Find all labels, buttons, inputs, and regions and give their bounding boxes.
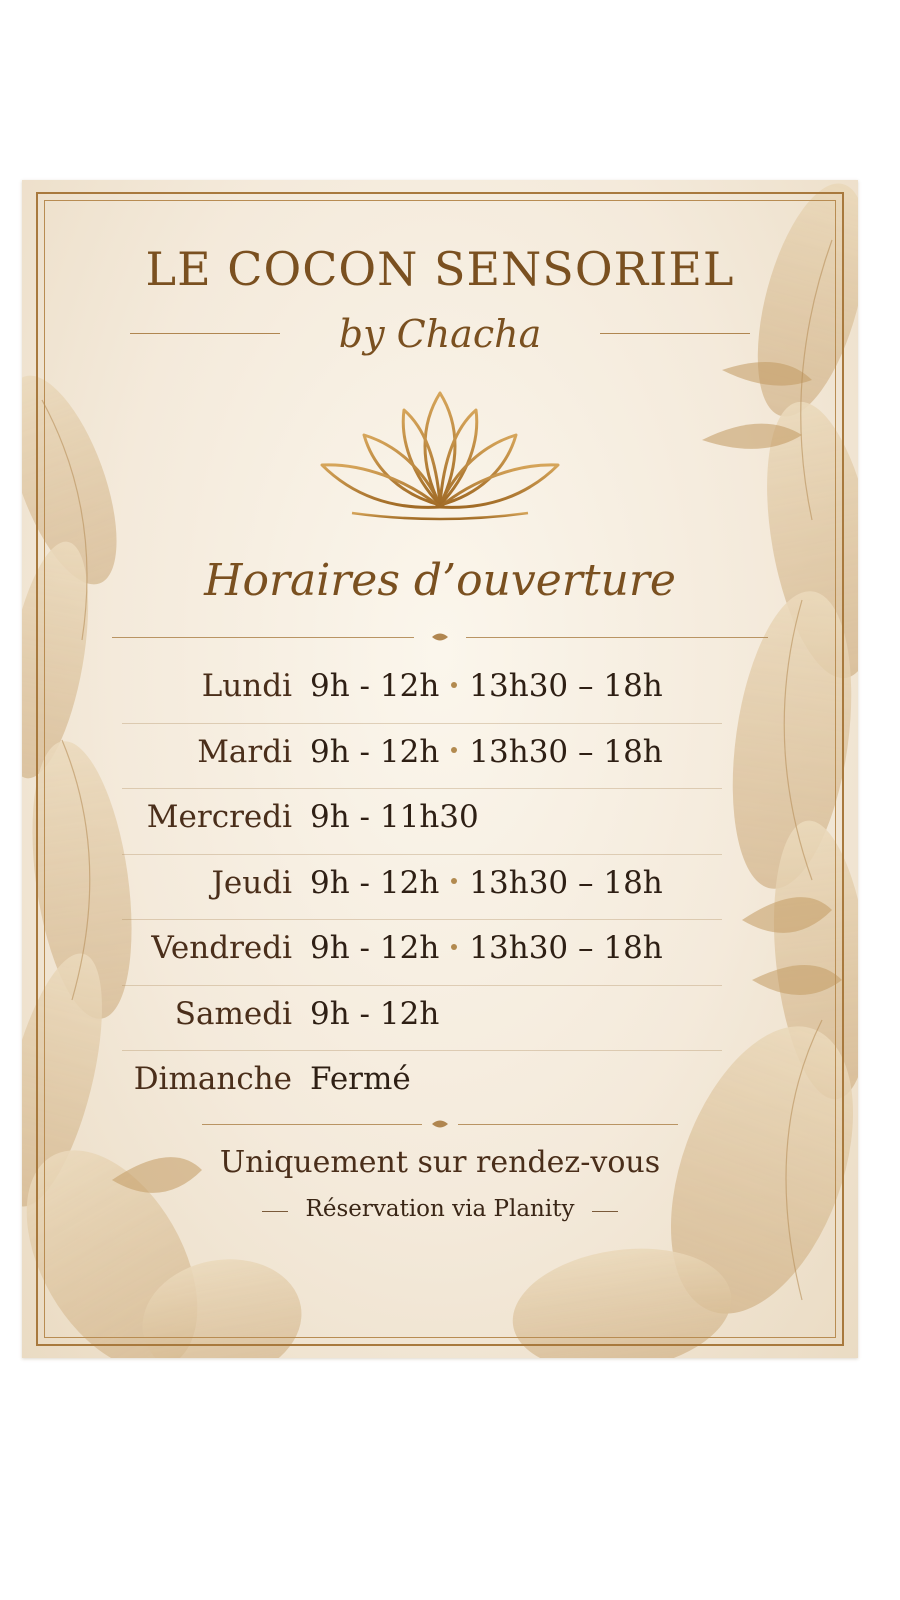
lotus-icon <box>312 385 568 525</box>
booking-note: Réservation via Planity <box>305 1196 575 1222</box>
day-label: Lundi <box>201 668 292 704</box>
separator-dot <box>451 944 457 950</box>
booking-dash-right <box>592 1211 618 1212</box>
poster-title: LE COCON SENSORIEL <box>145 242 735 296</box>
schedule-row-mercredi <box>122 789 722 855</box>
hours-value: 9h - 12h 13h30 – 18h <box>310 864 663 901</box>
leaf-ornament-icon <box>431 1119 449 1129</box>
hours-value: Fermé <box>310 1061 411 1097</box>
schedule-row-lundi <box>122 658 722 724</box>
hours-value: 9h - 11h30 <box>310 799 479 835</box>
day-label: Vendredi <box>151 930 292 966</box>
hours-value: 9h - 12h <box>310 995 440 1032</box>
day-label: Jeudi <box>211 864 292 901</box>
day-label: Mercredi <box>146 799 292 835</box>
booking-dash-left <box>262 1211 288 1212</box>
poster-subtitle: by Chacha <box>338 312 542 356</box>
opening-hours-poster <box>22 180 858 1358</box>
schedule-row-mardi <box>122 724 722 790</box>
subtitle-row <box>22 312 858 370</box>
hours-value: 9h - 12h 13h30 – 18h <box>310 668 663 704</box>
schedule-row-vendredi <box>122 920 722 986</box>
schedule-row-samedi <box>122 986 722 1052</box>
separator-dot <box>451 682 457 688</box>
day-label: Samedi <box>174 995 292 1032</box>
schedule-row-dimanche <box>122 1051 722 1116</box>
leaf-ornament-icon <box>431 632 449 642</box>
hours-value: 9h - 12h 13h30 – 18h <box>310 733 663 770</box>
appointment-note: Uniquement sur rendez-vous <box>219 1145 661 1180</box>
bottom-divider <box>202 1118 678 1130</box>
hours-value: 9h - 12h 13h30 – 18h <box>310 930 663 966</box>
separator-dot <box>451 878 457 884</box>
day-label: Dimanche <box>133 1061 292 1097</box>
separator-dot <box>451 747 457 753</box>
schedule-row-jeudi <box>122 855 722 921</box>
opening-hours-heading: Horaires d’ouverture <box>204 555 676 606</box>
top-divider <box>112 631 768 643</box>
opening-hours-table <box>122 658 722 1116</box>
day-label: Mardi <box>197 733 292 770</box>
booking-row <box>22 1196 858 1232</box>
